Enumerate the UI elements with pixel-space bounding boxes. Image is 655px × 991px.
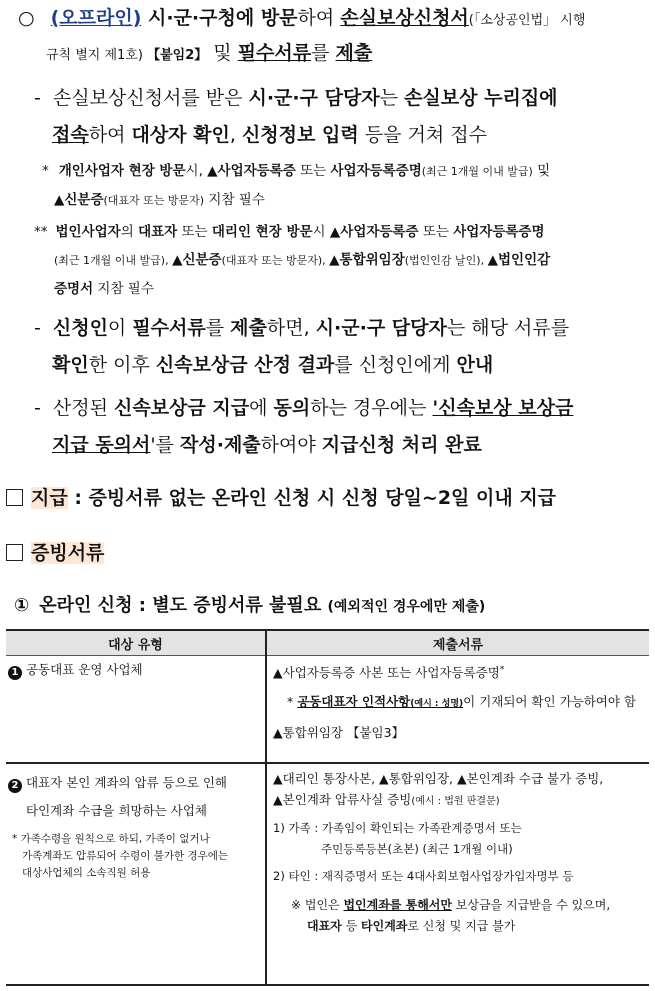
text: ▲신분증 <box>172 252 222 268</box>
text: 를 신청인에게 <box>334 354 457 376</box>
attachment-ref: 【붙임2】 <box>147 48 208 63</box>
table-row <box>6 656 649 764</box>
text: 동의 <box>273 397 311 419</box>
text: 한 이후 <box>88 354 156 376</box>
text: (최근 1개월 이내 발급) <box>421 165 533 178</box>
section-evidence <box>0 537 655 570</box>
text: ▲사업자등록증 사본 또는 사업자등록증명 <box>273 665 500 681</box>
text: 지급 동의서 <box>52 434 151 456</box>
text: 확인 <box>52 354 89 376</box>
submit-text: 제출 <box>335 42 373 64</box>
text: 이 기재되어 확인 가능하여야 함 <box>463 694 637 710</box>
text: 증명서 <box>54 281 94 297</box>
text: 지참 필수 <box>204 192 265 208</box>
text: (예시 : 법원 판결문) <box>411 796 500 807</box>
text: 2) 타인 : 재직증명서 또는 4대사회보험사업장가입자명부 등 <box>273 869 574 883</box>
text: 공동대표자 인적사항 <box>297 694 411 710</box>
checkbox-square-icon <box>6 489 23 506</box>
text: 1) 가족 : 가족임이 확인되는 가족관계증명서 또는 <box>273 821 522 835</box>
text: ▲사업자등록증 <box>207 163 296 179</box>
text: 는 <box>379 87 405 109</box>
text: 주민등록등본(초본) (최근 1개월 이내) <box>321 842 513 856</box>
law-ref-cont: 규칙 별지 제1호) <box>46 48 148 63</box>
text: ▲대리인 통장사본, ▲통합위임장, ▲본인계좌 수급 불가 증빙, <box>273 771 604 786</box>
row1-type <box>6 656 266 764</box>
dash-marker: - <box>34 317 41 339</box>
text: 에 <box>249 397 274 419</box>
text: ▲통합위임장 【붙임3】 <box>273 725 405 741</box>
text: , <box>229 124 242 146</box>
official-label: 시·군·구 담당자 <box>248 87 380 109</box>
text: (예시 : 성명) <box>410 699 464 710</box>
dash-marker: - <box>34 87 41 109</box>
input-label: 신청정보 입력 <box>241 124 359 146</box>
subsection-title: 온라인 신청 : 별도 증빙서류 불필요 <box>39 595 322 616</box>
section-label: 지급 <box>31 487 68 509</box>
required-docs: 필수서류 <box>237 42 312 64</box>
dash-item-1 <box>0 80 655 154</box>
text: 하여 <box>297 7 341 29</box>
text: 안내 <box>456 354 494 376</box>
text: '를 <box>150 434 181 456</box>
section-text: : 증빙서류 없는 온라인 신청 시 신청 당일~2일 이내 지급 <box>67 487 557 509</box>
text: 산정된 <box>52 397 114 419</box>
text: 대리인 현장 방문 <box>211 224 313 240</box>
text: 사업자등록증명 <box>453 224 545 240</box>
text: (대표자 또는 방문자), <box>221 254 330 267</box>
text: 및 <box>532 163 551 179</box>
text: (대표자 또는 방문자) <box>103 194 205 207</box>
text: 또는 <box>177 224 212 240</box>
text: 사업자등록증명 <box>330 163 422 179</box>
asterisk-marker: * <box>42 163 49 179</box>
text: 작성·제출 <box>180 434 261 456</box>
text: ▲법인인감 <box>487 252 551 268</box>
text: 를 <box>205 317 231 339</box>
text: * <box>499 665 505 675</box>
text: 필수서류 <box>132 317 206 339</box>
text: (법인인감 날인), <box>404 254 488 267</box>
text: ※ 법인은 <box>291 898 344 912</box>
evidence-table <box>6 629 649 986</box>
text: 등 <box>341 919 362 933</box>
text: 대표자 <box>307 919 342 933</box>
section-label: 증빙서류 <box>31 542 105 564</box>
dash-item-3 <box>0 390 655 464</box>
text: 법인계좌를 통해서만 <box>343 898 452 912</box>
text: 및 <box>207 42 238 64</box>
text: 보상금을 지급받을 수 있으며, <box>451 898 611 912</box>
offline-label: (오프라인) <box>50 7 142 29</box>
text: 대표자 <box>138 224 178 240</box>
text: 지급신청 처리 완료 <box>321 434 482 456</box>
text: 또는 <box>295 163 331 179</box>
number-badge-icon: 1 <box>8 666 22 680</box>
text: 타인계좌 수급을 희망하는 사업체 <box>26 803 207 818</box>
checkbox-square-icon <box>6 544 23 561</box>
text: 대상사업체의 소속직원 허용 <box>22 867 151 879</box>
subsection-note: (예외적인 경우에만 제출) <box>327 599 486 615</box>
text: 하면, <box>266 317 316 339</box>
text: ▲본인계좌 압류사실 증빙 <box>273 792 412 807</box>
dash-item-2 <box>0 310 655 384</box>
text: '신속보상 보상금 <box>432 397 574 419</box>
text: 지참 필수 <box>93 281 154 297</box>
text: 신속보상금 지급 <box>113 397 250 419</box>
text: 이 <box>107 317 133 339</box>
text: 또는 <box>418 224 454 240</box>
text: 가족계좌도 압류되어 수령이 불가한 경우에는 <box>22 850 229 862</box>
header-target-type: 대상 유형 <box>6 630 266 656</box>
text: 등을 거쳐 접수 <box>358 124 487 146</box>
visit-text: 시·군·구청에 방문 <box>141 7 298 29</box>
online-subsection <box>0 592 655 621</box>
text: (최근 1개월 이내 발급), <box>54 254 173 267</box>
text: 대표자 본인 계좌의 압류 등으로 인해 <box>26 775 227 790</box>
row1-type-text: 공동대표 운영 사업체 <box>26 662 143 677</box>
text: 개인사업자 현장 방문 <box>58 163 186 179</box>
number-badge-icon: 2 <box>8 779 22 793</box>
text: * 가족수령을 원칙으로 하되, 가족이 없거나 <box>12 833 210 845</box>
row2-type <box>6 763 266 985</box>
row2-docs <box>266 763 649 985</box>
text: 는 해당 서류를 <box>446 317 570 339</box>
dash-marker: - <box>34 397 41 419</box>
text: 손실보상신청서를 받은 <box>52 87 249 109</box>
circle-bullet-icon: ○ <box>18 7 35 29</box>
table-row <box>6 763 649 985</box>
text: 하는 경우에는 <box>310 397 433 419</box>
text: ▲통합위임장 <box>329 252 405 268</box>
access-label: 접속 <box>52 124 89 146</box>
text: 시, <box>185 163 208 179</box>
section-payment <box>0 482 655 515</box>
note-corporate <box>0 218 655 303</box>
text: 하여야 <box>260 434 322 456</box>
text: 로 신청 및 지급 불가 <box>407 919 516 933</box>
double-asterisk-marker: ** <box>34 224 48 240</box>
text: * <box>287 694 298 710</box>
text: 신속보상금 산정 결과 <box>155 354 335 376</box>
text: 시·군·구 담당자 <box>315 317 447 339</box>
text: 법인사업자 <box>55 224 121 240</box>
text: 제출 <box>230 317 267 339</box>
text: 하여 <box>88 124 132 146</box>
text: ▲신분증 <box>54 192 104 208</box>
row1-docs <box>266 656 649 764</box>
header-documents: 제출서류 <box>266 630 649 656</box>
verify-label: 대상자 확인 <box>131 124 230 146</box>
portal-label: 손실보상 누리집에 <box>404 87 558 109</box>
law-ref: (「소상공인법」 시행 <box>468 13 586 28</box>
circled-one-icon: ① <box>14 595 30 616</box>
text: 의 <box>120 224 139 240</box>
text: ▲사업자등록증 <box>329 224 419 240</box>
offline-bullet <box>0 2 655 72</box>
text: 타인계좌 <box>361 919 408 933</box>
note-individual <box>0 157 655 215</box>
text: 신청인 <box>52 317 108 339</box>
text: 를 <box>311 42 336 64</box>
text: 시 <box>312 224 330 240</box>
form-name: 손실보상신청서 <box>340 7 469 29</box>
